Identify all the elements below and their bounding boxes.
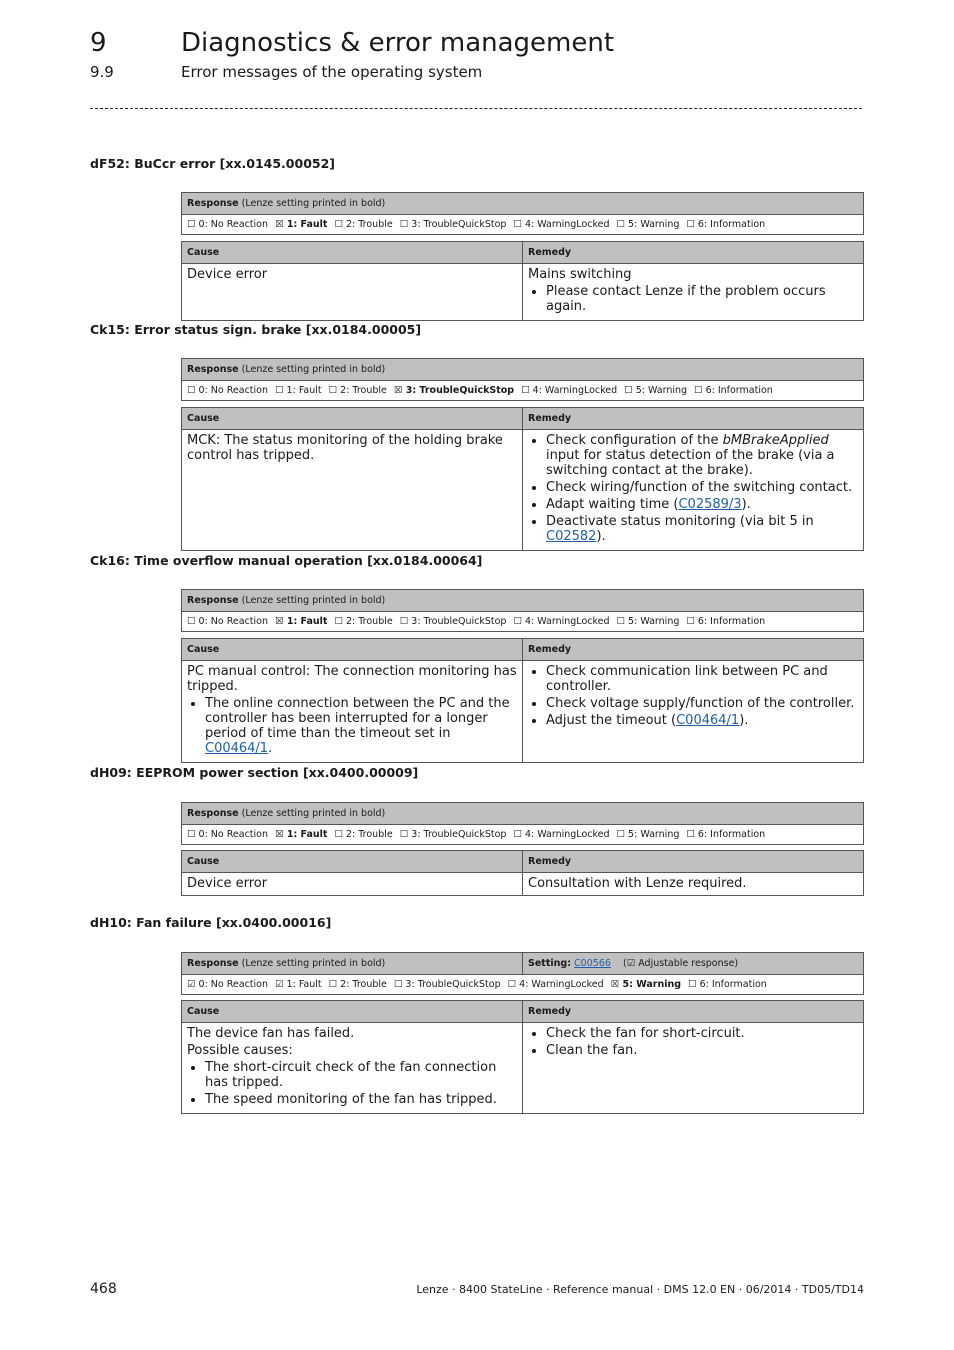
response-table — [181, 802, 864, 845]
parameter-link[interactable]: C00464/1 — [676, 713, 740, 728]
cause-remedy-table — [181, 850, 864, 896]
option-2: ☐ 2: Trouble — [334, 616, 393, 627]
remedy-header: Remedy — [523, 1001, 864, 1023]
option-3: ☒ 3: TroubleQuickStop — [393, 385, 515, 396]
remedy-cell: Mains switching • Please contact Lenze if the problem occurs again. — [523, 264, 864, 321]
setting-link[interactable]: C00566 — [574, 958, 611, 969]
response-options — [182, 975, 864, 995]
option-1: ☒ 1: Fault — [275, 616, 328, 627]
response-table — [181, 358, 864, 401]
list-item: • Check communication link between PC and controller. — [546, 664, 858, 694]
cause-header: Cause — [182, 1001, 523, 1023]
option-2: ☐ 2: Trouble — [328, 979, 387, 990]
remedy-header: Remedy — [523, 408, 864, 430]
cause-remedy-table — [181, 407, 864, 551]
option-4: ☐ 4: WarningLocked — [513, 219, 610, 230]
option-1: ☐ 1: Fault — [275, 385, 322, 396]
response-options — [182, 215, 864, 235]
cause-remedy-table — [181, 241, 864, 321]
option-5: ☐ 5: Warning — [616, 616, 680, 627]
chapter-title: Diagnostics & error management — [181, 28, 615, 58]
response-table — [181, 192, 864, 235]
page-number: 468 — [90, 1281, 117, 1297]
error-heading-dh09: dH09: EEPROM power section [xx.0400.00009] — [90, 765, 419, 780]
option-5: ☐ 5: Warning — [624, 385, 688, 396]
option-4: ☐ 4: WarningLocked — [521, 385, 618, 396]
list-item: • Check configuration of the bMBrakeApplied input for status detection of the brake (via a switching contact at the brake). — [546, 433, 858, 478]
remedy-header: Remedy — [523, 242, 864, 264]
list-item: • Check wiring/function of the switching contact. — [546, 480, 858, 495]
error-heading-ck15: Ck15: Error status sign. brake [xx.0184.00005] — [90, 322, 422, 337]
parameter-link[interactable]: C02582 — [546, 529, 597, 544]
response-table — [181, 952, 864, 995]
option-3: ☐ 3: TroubleQuickStop — [399, 616, 507, 627]
section-number: 9.9 — [90, 63, 114, 81]
cause-remedy-table — [181, 1000, 864, 1114]
list-item: • The short-circuit check of the fan connection has tripped. — [205, 1060, 517, 1090]
response-header: Response (Lenze setting printed in bold) — [182, 590, 864, 612]
option-0: ☐ 0: No Reaction — [187, 385, 269, 396]
option-5: ☒ 5: Warning — [610, 979, 682, 990]
response-options — [182, 381, 864, 401]
error-heading-ck16: Ck16: Time overflow manual operation [xx.0184.00064] — [90, 553, 483, 568]
parameter-link[interactable]: C02589/3 — [678, 497, 742, 512]
list-item: • Adapt waiting time (C02589/3). — [546, 497, 858, 512]
option-2: ☐ 2: Trouble — [334, 829, 393, 840]
option-0: ☐ 0: No Reaction — [187, 616, 269, 627]
cause-header: Cause — [182, 851, 523, 873]
cause-header: Cause — [182, 408, 523, 430]
list-item: • Adjust the timeout (C00464/1). — [546, 713, 858, 728]
option-2: ☐ 2: Trouble — [334, 219, 393, 230]
list-item: • The online connection between the PC and the controller has been interrupted for a longer period of time than the timeout set in C00464/1. — [205, 696, 517, 756]
cause-cell: Device error — [182, 264, 523, 321]
option-0: ☐ 0: No Reaction — [187, 219, 269, 230]
option-6: ☐ 6: Information — [688, 979, 767, 990]
option-6: ☐ 6: Information — [686, 829, 766, 840]
option-4: ☐ 4: WarningLocked — [513, 616, 610, 627]
list-item: • Check voltage supply/function of the controller. — [546, 696, 858, 711]
response-header: Response (Lenze setting printed in bold) — [182, 193, 864, 215]
cause-cell: The device fan has failed. Possible causes: • The short-circuit check of the fan connection has tripped. • The speed monitoring of the fan has tripped. — [182, 1023, 523, 1114]
list-item: • Check the fan for short-circuit. — [546, 1026, 858, 1041]
cause-remedy-table — [181, 638, 864, 763]
error-heading-df52: dF52: BuCcr error [xx.0145.00052] — [90, 156, 335, 171]
cause-cell: PC manual control: The connection monitoring has tripped. • The online connection between the PC and the controller has been interrupted for a longer period of time than the timeout set in C00464/1. — [182, 661, 523, 763]
remedy-cell — [523, 661, 864, 763]
option-1: ☒ 1: Fault — [275, 829, 328, 840]
list-item: • Clean the fan. — [546, 1043, 858, 1058]
option-3: ☐ 3: TroubleQuickStop — [399, 829, 507, 840]
remedy-cell: Consultation with Lenze required. — [523, 873, 864, 896]
cause-header: Cause — [182, 639, 523, 661]
setting-header: Setting: C00566 (☑ Adjustable response) — [523, 953, 864, 975]
option-1: ☑ 1: Fault — [275, 979, 322, 990]
option-5: ☐ 5: Warning — [616, 219, 680, 230]
response-options — [182, 612, 864, 632]
footer-text: Lenze · 8400 StateLine · Reference manual · DMS 12.0 EN · 06/2014 · TD05/TD14 — [416, 1283, 864, 1296]
response-header: Response (Lenze setting printed in bold) — [182, 803, 864, 825]
option-5: ☐ 5: Warning — [616, 829, 680, 840]
list-item: • Deactivate status monitoring (via bit 5 in C02582). — [546, 514, 858, 544]
response-options — [182, 825, 864, 845]
cause-cell: MCK: The status monitoring of the holding brake control has tripped. — [182, 430, 523, 551]
list-item: • Please contact Lenze if the problem occurs again. — [546, 284, 858, 314]
option-2: ☐ 2: Trouble — [328, 385, 387, 396]
error-heading-dh10: dH10: Fan failure [xx.0400.00016] — [90, 915, 332, 930]
response-table — [181, 589, 864, 632]
cause-header: Cause — [182, 242, 523, 264]
cause-cell: Device error — [182, 873, 523, 896]
option-3: ☐ 3: TroubleQuickStop — [399, 219, 507, 230]
option-0: ☐ 0: No Reaction — [187, 829, 269, 840]
response-header: Response (Lenze setting printed in bold) — [182, 359, 864, 381]
option-6: ☐ 6: Information — [694, 385, 773, 396]
header-divider — [90, 108, 862, 109]
option-0: ☑ 0: No Reaction — [187, 979, 269, 990]
remedy-header: Remedy — [523, 639, 864, 661]
remedy-cell — [523, 430, 864, 551]
chapter-number: 9 — [90, 28, 107, 58]
option-6: ☐ 6: Information — [686, 219, 766, 230]
option-4: ☐ 4: WarningLocked — [513, 829, 610, 840]
parameter-link[interactable]: C00464/1 — [205, 741, 269, 756]
section-title: Error messages of the operating system — [181, 63, 483, 81]
option-4: ☐ 4: WarningLocked — [507, 979, 604, 990]
option-6: ☐ 6: Information — [686, 616, 766, 627]
remedy-cell — [523, 1023, 864, 1114]
option-1: ☒ 1: Fault — [275, 219, 328, 230]
option-3: ☐ 3: TroubleQuickStop — [393, 979, 501, 990]
list-item: • The speed monitoring of the fan has tripped. — [205, 1092, 517, 1107]
response-header: Response (Lenze setting printed in bold) — [182, 953, 523, 975]
remedy-header: Remedy — [523, 851, 864, 873]
